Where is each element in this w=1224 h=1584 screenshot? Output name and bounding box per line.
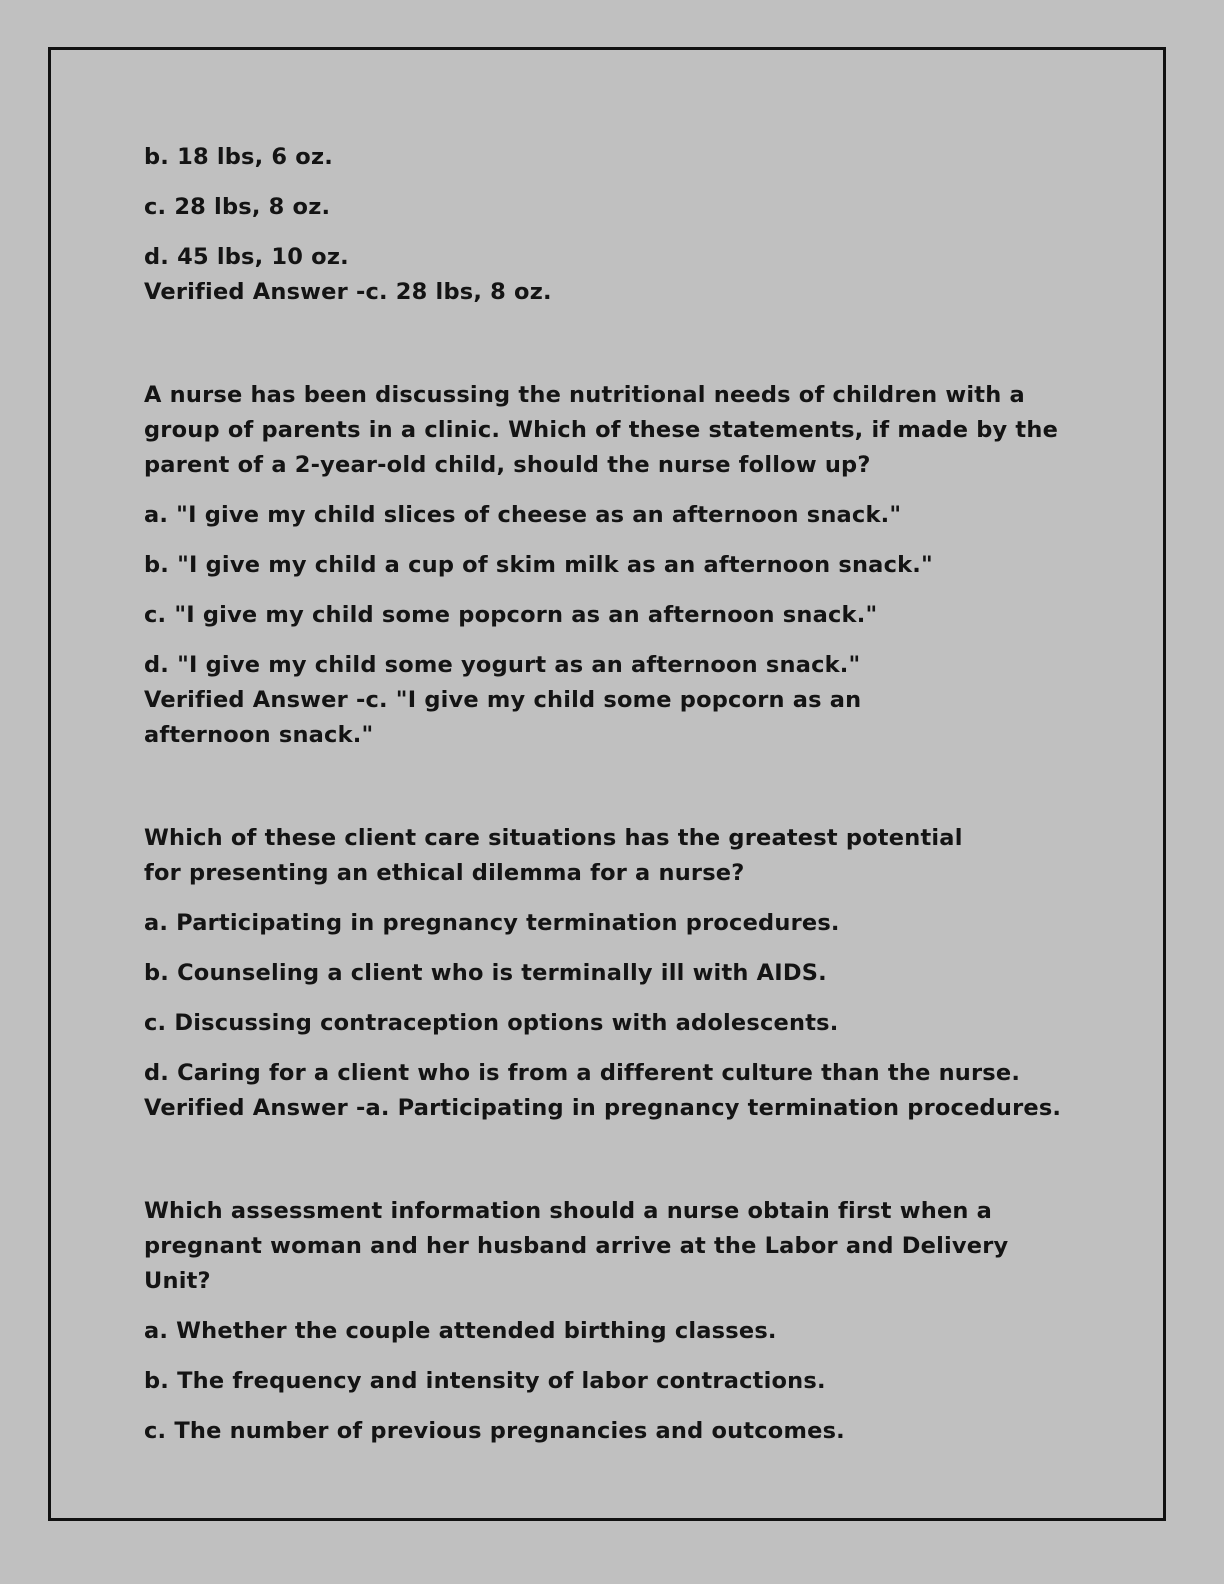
option-b: b. "I give my child a cup of skim milk as an afternoon snack." xyxy=(144,552,933,578)
question-text: Which assessment information should a nurse obtain first when a pregnant woman and her husband arrive at the Labor and Delivery Unit? xyxy=(144,1198,1009,1294)
option-b: b. The frequency and intensity of labor contractions. xyxy=(144,1368,826,1394)
option-a: a. Whether the couple attended birthing classes. xyxy=(144,1318,777,1344)
question-block-3 xyxy=(144,821,1084,1126)
option-c: c. 28 lbs, 8 oz. xyxy=(144,194,331,220)
verified-answer: Verified Answer -c. "I give my child some popcorn as an afternoon snack." xyxy=(144,687,862,748)
option-b: b. Counseling a client who is terminally ill with AIDS. xyxy=(144,960,827,986)
document-content xyxy=(144,140,1084,1449)
verified-answer: Verified Answer -a. Participating in pregnancy termination procedures. xyxy=(144,1095,1062,1121)
option-a: a. Participating in pregnancy termination procedures. xyxy=(144,910,840,936)
option-c: c. "I give my child some popcorn as an afternoon snack." xyxy=(144,602,878,628)
question-block-1 xyxy=(144,140,1084,310)
option-d: d. Caring for a client who is from a different culture than the nurse. xyxy=(144,1060,1021,1086)
question-text: A nurse has been discussing the nutritional needs of children with a group of parents in a clinic. Which of these statements, if made by the parent of a 2-year-old child, should the nurse follow up? xyxy=(144,382,1059,478)
block-spacer xyxy=(144,753,1084,821)
block-spacer xyxy=(144,1126,1084,1194)
block-spacer xyxy=(144,310,1084,378)
option-a: a. "I give my child slices of cheese as an afternoon snack." xyxy=(144,502,902,528)
question-block-4 xyxy=(144,1194,1084,1449)
option-b: b. 18 lbs, 6 oz. xyxy=(144,144,334,170)
question-text: Which of these client care situations has the greatest potential for presenting an ethical dilemma for a nurse? xyxy=(144,825,963,886)
option-d: d. "I give my child some yogurt as an afternoon snack." xyxy=(144,652,861,678)
option-d: d. 45 lbs, 10 oz. xyxy=(144,244,349,270)
question-block-2 xyxy=(144,378,1069,753)
verified-answer: Verified Answer -c. 28 lbs, 8 oz. xyxy=(144,279,552,305)
option-c: c. The number of previous pregnancies and outcomes. xyxy=(144,1418,845,1444)
option-c: c. Discussing contraception options with adolescents. xyxy=(144,1010,839,1036)
